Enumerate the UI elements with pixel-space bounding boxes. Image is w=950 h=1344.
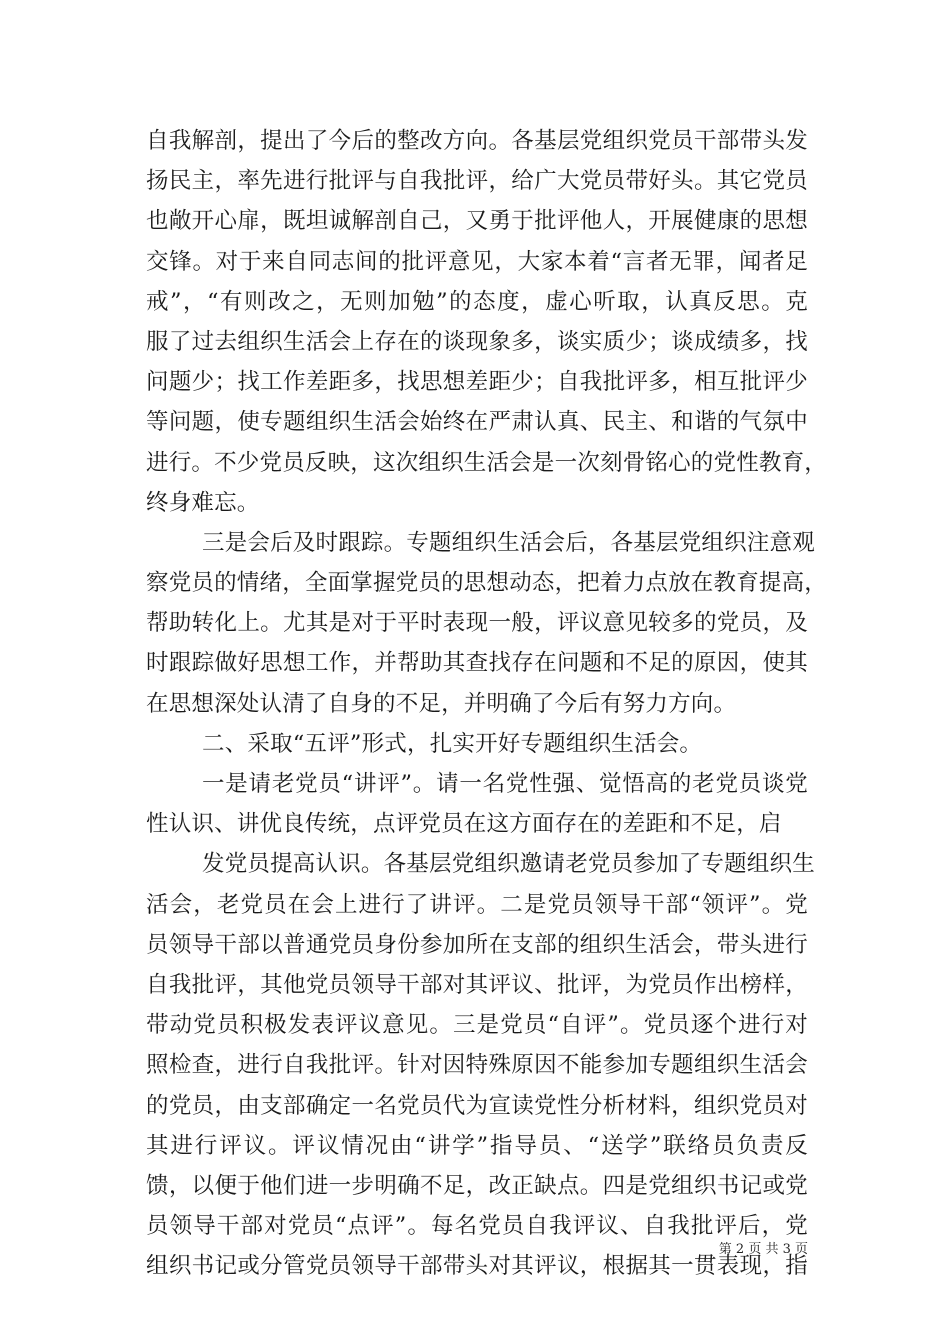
text-line: 等问题，使专题组织生活会始终在严肃认真、民主、和谐的气氛中 (146, 409, 808, 436)
text-line: 二、采取“五评”形式，扎实开好专题组织生活会。 (202, 730, 703, 757)
text-line: 扬民主，率先进行批评与自我批评，给广大党员带好头。其它党员 (146, 168, 808, 195)
text-line: 帮助转化上。尤其是对于平时表现一般，评议意见较多的党员，及 (146, 610, 808, 637)
text-line: 交锋。对于来自同志间的批评意见，大家本着“言者无罪，闻者足 (146, 248, 808, 275)
text-line: 组织书记或分管党员领导干部带头对其评议，根据其一贯表现，指 (146, 1253, 808, 1280)
text-line: 性认识、讲优良传统，点评党员在这方面存在的差距和不足，启 (146, 811, 782, 838)
text-line: 也敞开心扉，既坦诚解剖自己，又勇于批评他人，开展健康的思想 (146, 208, 808, 235)
text-line: 终身难忘。 (146, 489, 260, 516)
text-line: 戒”，“有则改之，无则加勉”的态度，虚心听取，认真反思。克 (146, 288, 808, 315)
text-line: 其进行评议。评议情况由“讲学”指导员、“送学”联络员负责反 (146, 1132, 808, 1159)
text-line: 发党员提高认识。各基层党组织邀请老党员参加了专题组织生 (202, 851, 815, 878)
page-footer: 第 2 页 共 3 页 (718, 1242, 808, 1257)
text-line: 进行。不少党员反映，这次组织生活会是一次刻骨铭心的党性教育， (146, 449, 828, 476)
text-line: 察党员的情绪，全面掌握党员的思想动态，把着力点放在教育提高， (146, 570, 828, 597)
text-line: 活会，老党员在会上进行了讲评。二是党员领导干部“领评”。党 (146, 891, 808, 918)
text-line: 照检查，进行自我批评。针对因特殊原因不能参加专题组织生活会 (146, 1052, 808, 1079)
text-line: 一是请老党员“讲评”。请一名党性强、觉悟高的老党员谈党 (202, 771, 808, 797)
text-line: 馈，以便于他们进一步明确不足，改正缺点。四是党组织书记或党 (146, 1172, 808, 1199)
text-line: 的党员，由支部确定一名党员代为宣读党性分析材料，组织党员对 (146, 1092, 808, 1119)
text-line: 在思想深处认清了自身的不足，并明确了今后有努力方向。 (146, 690, 737, 717)
text-line: 自我解剖，提出了今后的整改方向。各基层党组织党员干部带头发 (146, 128, 808, 154)
text-line: 带动党员积极发表评议意见。三是党员“自评”。党员逐个进行对 (146, 1012, 808, 1039)
text-line: 员领导干部对党员“点评”。每名党员自我评议、自我批评后，党 (146, 1213, 808, 1240)
text-line: 三是会后及时跟踪。专题组织生活会后，各基层党组织注意观 (202, 529, 815, 556)
text-line: 自我批评，其他党员领导干部对其评议、批评，为党员作出榜样， (146, 971, 808, 998)
text-line: 服了过去组织生活会上存在的谈现象多，谈实质少；谈成绩多，找 (146, 328, 808, 355)
text-line: 时跟踪做好思想工作，并帮助其查找存在问题和不足的原因，使其 (146, 650, 808, 677)
text-line: 问题少；找工作差距多，找思想差距少；自我批评多，相互批评少 (146, 369, 808, 396)
text-line: 员领导干部以普通党员身份参加所在支部的组织生活会，带头进行 (146, 931, 808, 958)
body-text (146, 121, 828, 1286)
